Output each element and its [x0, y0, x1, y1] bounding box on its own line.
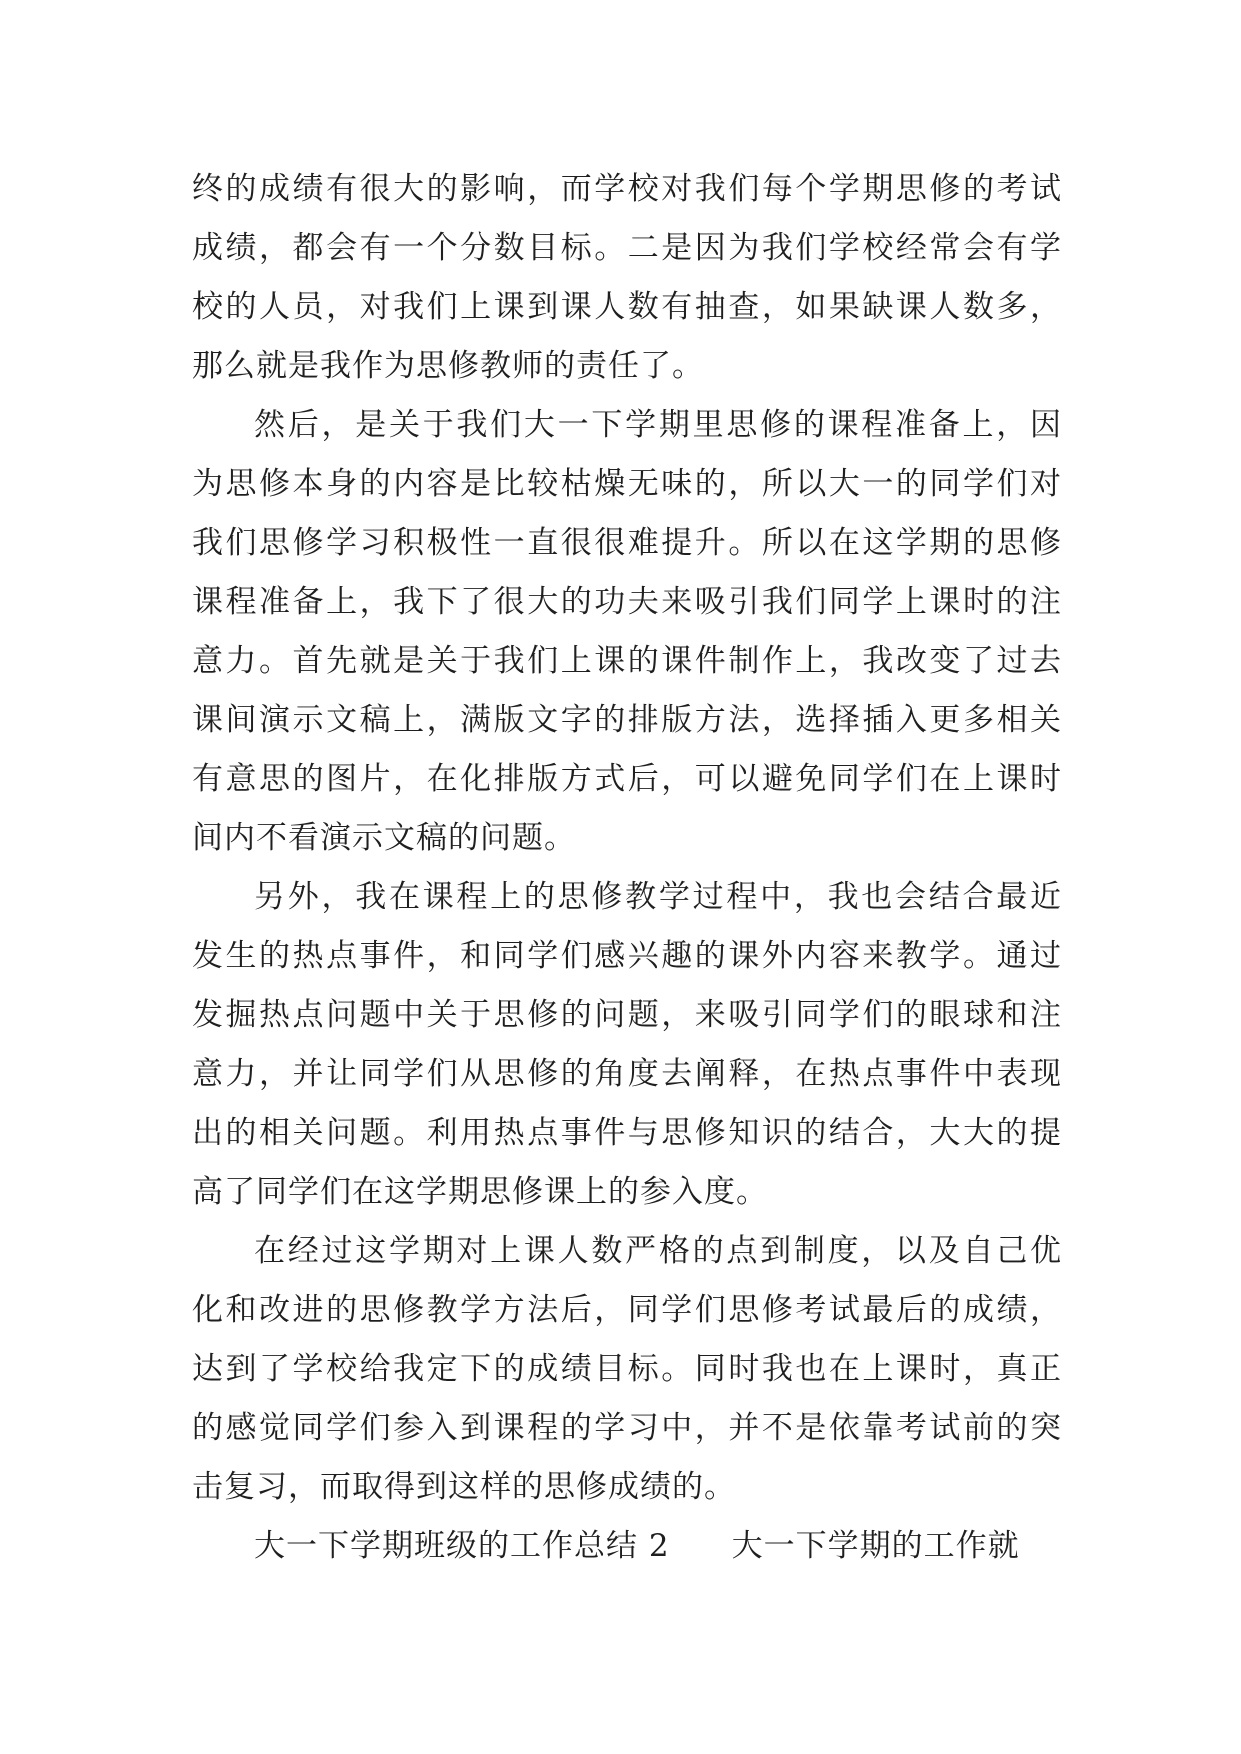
text-line: 那么就是我作为思修教师的责任了。	[192, 348, 704, 384]
paragraph-4	[192, 1222, 1062, 1517]
text-line: 课间演示文稿上，满版文字的排版方法，选择插入更多相关	[192, 702, 1062, 738]
text-line: 击复习，而取得到这样的思修成绩的。	[192, 1469, 736, 1505]
text-line: 发掘热点问题中关于思修的问题，来吸引同学们的眼球和注	[192, 997, 1062, 1033]
text-line: 间内不看演示文稿的问题。	[192, 820, 576, 856]
text-line: 发生的热点事件，和同学们感兴趣的课外内容来教学。通过	[192, 938, 1062, 974]
text-line: 校的人员，对我们上课到课人数有抽查，如果缺课人数多，	[192, 289, 1062, 325]
section-continuation: 大一下学期的工作就	[731, 1528, 1020, 1564]
text-line: 我们思修学习积极性一直很很难提升。所以在这学期的思修	[192, 525, 1062, 561]
text-line: 在经过这学期对上课人数严格的点到制度，以及自己优	[254, 1233, 1062, 1269]
text-line: 出的相关问题。利用热点事件与思修知识的结合，大大的提	[192, 1115, 1062, 1151]
text-line: 达到了学校给我定下的成绩目标。同时我也在上课时，真正	[192, 1351, 1062, 1387]
text-line: 意力，并让同学们从思修的角度去阐释，在热点事件中表现	[192, 1056, 1062, 1092]
paragraph-2	[192, 396, 1062, 868]
text-line: 然后，是关于我们大一下学期里思修的课程准备上，因	[254, 407, 1062, 443]
text-line: 有意思的图片，在化排版方式后，可以避免同学们在上课时	[192, 761, 1062, 797]
text-line: 成绩，都会有一个分数目标。二是因为我们学校经常会有学	[192, 230, 1062, 266]
section-heading: 大一下学期班级的工作总结 2	[254, 1528, 670, 1564]
paragraph-3	[192, 868, 1062, 1222]
text-line: 终的成绩有很大的影响，而学校对我们每个学期思修的考试	[192, 171, 1062, 207]
document-body	[192, 160, 1062, 1576]
text-line: 课程准备上，我下了很大的功夫来吸引我们同学上课时的注	[192, 584, 1062, 620]
text-line: 另外，我在课程上的思修教学过程中，我也会结合最近	[254, 879, 1062, 915]
text-line: 高了同学们在这学期思修课上的参入度。	[192, 1174, 768, 1210]
text-line: 化和改进的思修教学方法后，同学们思修考试最后的成绩，	[192, 1292, 1062, 1328]
text-line: 为思修本身的内容是比较枯燥无味的，所以大一的同学们对	[192, 466, 1062, 502]
closing-line	[192, 1517, 1062, 1576]
text-line: 的感觉同学们参入到课程的学习中，并不是依靠考试前的突	[192, 1410, 1062, 1446]
paragraph-1	[192, 160, 1062, 396]
text-line: 意力。首先就是关于我们上课的课件制作上，我改变了过去	[192, 643, 1062, 679]
